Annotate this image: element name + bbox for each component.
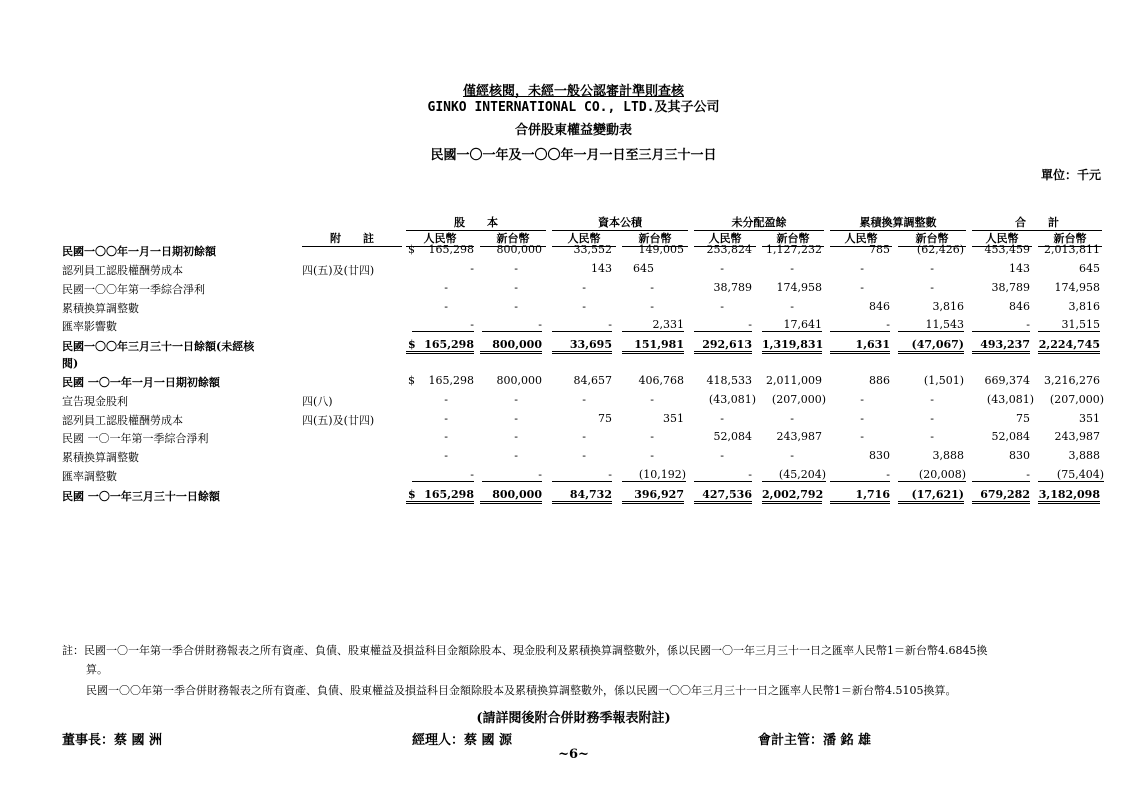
cell: 84,657: [573, 374, 612, 387]
sub-header-rmb: 人民幣: [830, 230, 892, 247]
cell: -: [552, 318, 612, 332]
table-row: [0, 318, 1147, 337]
group-header-capital-surplus: 資本公積: [552, 214, 688, 231]
cell: 143: [1009, 262, 1030, 275]
cell: 3,888: [1068, 449, 1100, 462]
row-label: 匯率影響數: [62, 320, 117, 333]
cell: (43,081): [708, 393, 756, 406]
cell: -: [694, 318, 752, 332]
table-row: [0, 300, 1147, 319]
cell: -: [930, 281, 934, 294]
cell: 52,084: [991, 430, 1030, 443]
cell: -: [830, 468, 890, 482]
cell: 253,824: [706, 243, 752, 256]
cell: (62,426): [916, 243, 964, 256]
cell: 149,005: [638, 243, 684, 256]
cell: -: [930, 430, 934, 443]
cell: -: [514, 430, 518, 443]
cell: (45,204): [762, 468, 826, 482]
review-note: 僅經核閱，未經一般公認審計準則查核: [462, 84, 684, 99]
sub-header-rmb: 人民幣: [694, 230, 756, 247]
cell: (47,067): [898, 338, 964, 354]
cell: -: [972, 318, 1030, 332]
cell: 292,613: [694, 338, 752, 354]
cell: 143: [591, 262, 612, 275]
footnote-line-1-continued: 算。: [86, 663, 108, 676]
cell: -: [514, 449, 518, 462]
row-label: 認列員工認股權酬勞成本: [62, 264, 183, 277]
cell: 2,002,792: [762, 488, 822, 504]
cell: -: [650, 449, 654, 462]
cell: 351: [1079, 412, 1100, 425]
cell: -: [720, 300, 724, 313]
cell: 800,000: [480, 338, 542, 354]
cell: -: [972, 468, 1030, 482]
table-row: [0, 262, 1147, 281]
row-label: 宣告現金股利: [62, 395, 128, 408]
cell: 2,224,745: [1038, 338, 1100, 354]
cell: -: [650, 281, 654, 294]
statement-title: 合併股東權益變動表: [514, 123, 632, 138]
row-note: 四(五)及(廿四): [302, 414, 375, 427]
sub-header-rmb: 人民幣: [552, 230, 616, 247]
group-header-retained-earnings: 未分配盈餘: [694, 214, 824, 231]
cell: -: [860, 262, 864, 275]
cell: -: [582, 393, 586, 406]
cell: -: [514, 281, 518, 294]
cell: -: [930, 262, 934, 275]
cell: -: [860, 412, 864, 425]
cell: -: [930, 412, 934, 425]
cell: 3,182,098: [1038, 488, 1100, 504]
cell: -: [552, 468, 612, 482]
cell: (43,081): [986, 393, 1034, 406]
cell: 165,298: [428, 374, 474, 387]
cell: 406,768: [638, 374, 684, 387]
cell: -: [470, 262, 474, 275]
cell: -: [830, 318, 890, 332]
table-row: [0, 449, 1147, 468]
cell: 886: [869, 374, 890, 387]
row-label: 民國一〇〇年三月三十一日餘額(未經核: [62, 340, 255, 353]
cell: 645: [1079, 262, 1100, 275]
cell: 427,536: [694, 488, 752, 504]
row-label: 匯率調整數: [62, 470, 117, 483]
company-name: GINKO INTERNATIONAL CO., LTD.及其子公司: [427, 100, 720, 115]
cell: 846: [1009, 300, 1030, 313]
sub-header-ntd: 新台幣: [898, 230, 966, 247]
note-column-header: 附 註: [302, 230, 402, 247]
cell: 165,298: [406, 488, 474, 504]
cell: -: [720, 412, 724, 425]
group-header-total: 合 計: [972, 214, 1102, 231]
table-row: [0, 430, 1147, 449]
group-header-capital-stock: 股 本: [406, 214, 546, 231]
see-notes-text: (請詳閱後附合併財務季報表附註): [476, 711, 671, 726]
row-label: 認列員工認股權酬勞成本: [62, 414, 183, 427]
cell: 1,319,831: [762, 338, 822, 354]
sub-header-rmb: 人民幣: [972, 230, 1032, 247]
cell: -: [582, 281, 586, 294]
row-label: 累積換算調整數: [62, 451, 139, 464]
cell: 2,331: [622, 318, 684, 332]
cell: 679,282: [972, 488, 1030, 504]
cell: 3,816: [1068, 300, 1100, 313]
table-row: [0, 281, 1147, 300]
table-row: [0, 374, 1147, 393]
cell: -: [444, 281, 448, 294]
cell: -: [860, 281, 864, 294]
cell: 785: [869, 243, 890, 256]
cell: -: [412, 468, 474, 482]
cell: -: [790, 449, 794, 462]
cell: -: [482, 318, 542, 332]
cell: -: [860, 393, 864, 406]
cell: 800,000: [480, 488, 542, 504]
cell: 31,515: [1038, 318, 1100, 332]
cell: 174,958: [1054, 281, 1100, 294]
sub-header-ntd: 新台幣: [480, 230, 546, 247]
cell: -: [930, 393, 934, 406]
dollar-sign: $: [408, 338, 416, 351]
cell: -: [860, 430, 864, 443]
cell: -: [582, 300, 586, 313]
cell: 75: [598, 412, 612, 425]
cell: -: [444, 449, 448, 462]
cell: -: [482, 468, 542, 482]
sub-header-ntd: 新台幣: [762, 230, 824, 247]
cell: 830: [869, 449, 890, 462]
cell: 1,127,232: [766, 243, 822, 256]
table-row: [0, 488, 1147, 507]
sub-header-rmb: 人民幣: [406, 230, 474, 247]
cell: 33,695: [552, 338, 612, 354]
cell: -: [790, 412, 794, 425]
accounting-supervisor-signature: 會計主管：潘 銘 雄: [758, 733, 872, 748]
cell: 52,084: [713, 430, 752, 443]
cell: -: [514, 393, 518, 406]
cell: 493,237: [972, 338, 1030, 354]
table-row: [0, 393, 1147, 412]
group-header-translation-adjustment: 累積換算調整數: [830, 214, 966, 231]
cell: 800,000: [496, 243, 542, 256]
cell: 151,981: [622, 338, 684, 354]
cell: -: [514, 412, 518, 425]
dollar-sign: $: [408, 488, 416, 501]
cell: -: [444, 412, 448, 425]
row-label: 民國一〇〇年第一季綜合淨利: [62, 283, 205, 296]
cell: 11,543: [898, 318, 964, 332]
sub-header-ntd: 新台幣: [622, 230, 688, 247]
cell: -: [412, 318, 474, 332]
dollar-sign: $: [408, 374, 415, 387]
row-label: 民國 一〇一年三月三十一日餘額: [62, 490, 220, 503]
cell: -: [790, 262, 794, 275]
row-label: 民國 一〇一年一月一日期初餘額: [62, 376, 220, 389]
cell: 800,000: [496, 374, 542, 387]
row-label: 民國 一〇一年第一季綜合淨利: [62, 432, 209, 445]
cell: -: [694, 468, 752, 482]
cell: 846: [869, 300, 890, 313]
cell: 2,013,811: [1044, 243, 1100, 256]
manager-signature: 經理人：蔡 國 源: [412, 733, 513, 748]
cell: (17,621): [898, 488, 964, 504]
row-label: 民國一〇〇年一月一日期初餘額: [62, 245, 216, 258]
cell: -: [514, 262, 518, 275]
unit-label: 單位：千元: [1040, 168, 1101, 182]
page-number: ~6~: [558, 747, 589, 762]
cell: 418,533: [706, 374, 752, 387]
cell: 84,732: [552, 488, 612, 504]
cell: 17,641: [762, 318, 822, 332]
period-title: 民國一〇一年及一〇〇年一月一日至三月三十一日: [430, 148, 717, 163]
cell: -: [650, 393, 654, 406]
cell: 243,987: [1054, 430, 1100, 443]
cell: (207,000): [1049, 393, 1104, 406]
cell: -: [650, 300, 654, 313]
row-note: 四(八): [302, 395, 333, 408]
cell: 165,298: [428, 243, 474, 256]
cell: 38,789: [991, 281, 1030, 294]
cell: 33,552: [573, 243, 612, 256]
cell: 165,298: [406, 338, 474, 354]
cell: 2,011,009: [766, 374, 822, 387]
footnote-line-1: 註：民國一〇一年第一季合併財務報表之所有資產、負債、股東權益及損益科目金額除股本、現金股利及累積換算調整數外，係以民國一〇一年三月三十一日之匯率人民幣1＝新台幣4.6845換: [62, 644, 988, 657]
cell: -: [720, 449, 724, 462]
cell: -: [582, 430, 586, 443]
cell: -: [514, 300, 518, 313]
cell: -: [444, 393, 448, 406]
sub-header-ntd: 新台幣: [1038, 230, 1102, 247]
cell: (20,008): [898, 468, 966, 482]
cell: (75,404): [1038, 468, 1104, 482]
table-row: [0, 468, 1147, 487]
cell: -: [444, 430, 448, 443]
row-label: 累積換算調整數: [62, 302, 139, 315]
cell: (1,501): [923, 374, 964, 387]
cell: 453,459: [984, 243, 1030, 256]
cell: 1,631: [830, 338, 890, 354]
cell: 669,374: [984, 374, 1030, 387]
cell: -: [582, 449, 586, 462]
dollar-sign: $: [408, 243, 415, 256]
row-note: 四(五)及(廿四): [302, 264, 375, 277]
cell: 3,216,276: [1044, 374, 1100, 387]
cell: 75: [1016, 412, 1030, 425]
cell: (207,000): [771, 393, 826, 406]
table-row: [0, 412, 1147, 431]
cell: 3,888: [932, 449, 964, 462]
cell: -: [444, 300, 448, 313]
cell: 174,958: [776, 281, 822, 294]
row-label-continued: 閱): [62, 357, 79, 370]
cell: -: [790, 300, 794, 313]
table-row: [0, 338, 1147, 370]
table-row: [0, 243, 1147, 262]
cell: (10,192): [622, 468, 686, 482]
cell: -: [650, 430, 654, 443]
footnote-line-2: 民國一〇〇年第一季合併財務報表之所有資產、負債、股東權益及損益科目金額除股本及累積換算調整數外，係以民國一〇〇年三月三十一日之匯率人民幣1＝新台幣4.5105換算。: [86, 684, 957, 697]
cell: 830: [1009, 449, 1030, 462]
cell: 1,716: [830, 488, 890, 504]
cell: 3,816: [932, 300, 964, 313]
cell: 243,987: [776, 430, 822, 443]
cell: -: [720, 262, 724, 275]
chairman-signature: 董事長：蔡 國 洲: [62, 733, 163, 748]
cell: 351: [663, 412, 684, 425]
cell: 645: [633, 262, 654, 275]
cell: 38,789: [713, 281, 752, 294]
cell: 396,927: [622, 488, 684, 504]
